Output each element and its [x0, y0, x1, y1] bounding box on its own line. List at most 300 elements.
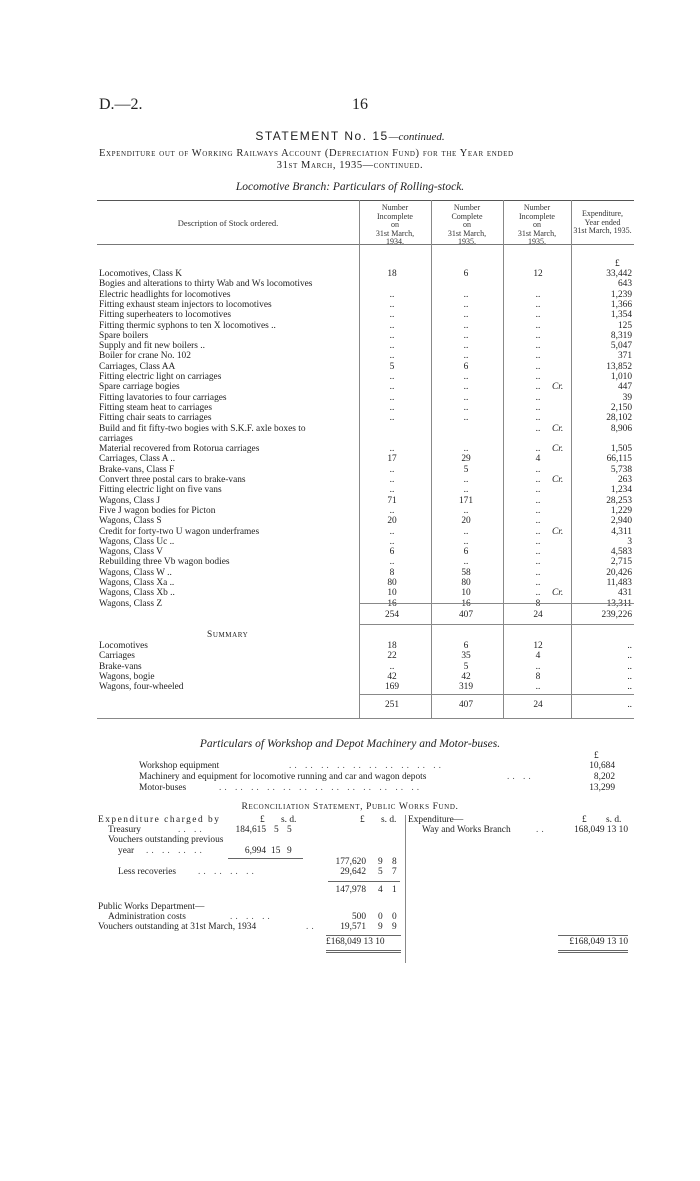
leader-dots: .. .. .. ..	[146, 846, 205, 856]
row-complete-1935: ..	[463, 557, 469, 568]
vouchers-1934-label: Vouchers outstanding at 31st March, 1934	[98, 922, 257, 932]
col-head-pound: £	[360, 815, 365, 825]
vouchers-pence: 9	[287, 846, 292, 856]
col-head-desc: Description of Stock ordered.	[177, 218, 279, 228]
row-incomplete-1935: ..	[535, 547, 541, 558]
row-incomplete-1935: 8	[535, 598, 541, 609]
summary-row	[97, 651, 634, 661]
col-head-c2	[431, 204, 503, 247]
col-head-c3-l3: on	[533, 220, 541, 229]
machinery-label: Motor-buses	[139, 783, 187, 793]
row-complete-1935: 80	[461, 578, 471, 588]
way-works-label: Way and Works Branch	[422, 825, 511, 835]
row-incomplete-1935: ..	[535, 330, 541, 341]
row-description: Carriages, Class AA	[99, 361, 176, 372]
row-complete-1935: 6	[463, 361, 469, 372]
table-row	[97, 424, 634, 434]
row-description: Fitting steam heat to carriages	[99, 402, 212, 413]
summary-incomplete-1934: ..	[389, 661, 395, 672]
row-complete-1935: ..	[463, 289, 469, 300]
treasury-label: Treasury	[108, 825, 141, 835]
col-head-c3-l5: 1935.	[528, 237, 546, 246]
row-incomplete-1935: ..	[535, 310, 541, 321]
left-total: £168,049 13 10	[326, 937, 385, 947]
machinery-row	[139, 783, 615, 794]
summary-expenditure: ..	[627, 661, 632, 672]
table-row	[97, 393, 634, 403]
admin-pounds: 500	[351, 912, 366, 922]
subtotal2-shillings: 4	[378, 885, 383, 895]
total-double-rule	[558, 950, 628, 951]
row-incomplete-1934: ..	[389, 341, 395, 352]
row-complete-1935: 10	[461, 588, 471, 599]
row-expenditure: 28,102	[606, 413, 632, 424]
leader-dots: .. ..	[507, 772, 534, 782]
row-description: Wagons, Class Xb ..	[99, 588, 175, 599]
row-incomplete-1935: ..	[535, 578, 541, 588]
row-incomplete-1934: ..	[389, 299, 395, 310]
row-complete-1935: ..	[463, 475, 469, 485]
row-credit-mark: Cr.	[552, 526, 564, 537]
summary-total-c1: 251	[384, 700, 400, 710]
row-expenditure: 1,229	[610, 505, 632, 516]
summary-incomplete-1934: 169	[384, 682, 400, 693]
row-description: Wagons, Class Xa ..	[99, 578, 175, 588]
row-incomplete-1934: ..	[389, 320, 395, 331]
col-head-c2-l2: Complete	[451, 211, 483, 221]
row-incomplete-1935: ..	[535, 464, 541, 475]
col-head-pound: £	[260, 815, 265, 825]
row-complete-1935: 58	[461, 567, 471, 578]
row-credit-mark: Cr.	[552, 444, 564, 455]
table-row	[97, 331, 634, 341]
treasury-shillings: 5	[274, 825, 279, 835]
row-incomplete-1934: 6	[389, 547, 395, 558]
right-total: £168,049 13 10	[569, 937, 628, 947]
row-expenditure: 20,426	[606, 567, 632, 578]
row-complete-1935: ..	[463, 402, 469, 413]
table-row	[97, 341, 634, 351]
row-expenditure: 1,354	[610, 310, 632, 321]
row-incomplete-1935: ..	[535, 372, 541, 382]
row-description: Fitting lavatories to four carriages	[99, 392, 227, 403]
table-row	[97, 269, 634, 279]
reconciliation-right	[408, 815, 628, 965]
reconciliation-title: Reconciliation Statement, Public Works Fund.	[241, 801, 459, 812]
col-head-sd: s. d.	[381, 815, 397, 825]
way-works-value: 168,049 13 10	[574, 825, 628, 835]
machinery-title: Particulars of Workshop and Depot Machinery and Motor-buses.	[199, 738, 501, 750]
row-description: Carriages, Class A ..	[99, 454, 176, 465]
vouchers-shillings: 15	[271, 846, 281, 856]
row-incomplete-1934: ..	[389, 505, 395, 516]
total-double-rule	[558, 952, 628, 953]
table-row	[97, 454, 634, 464]
summary-description: Brake-vans	[99, 661, 142, 672]
row-description: carriages	[99, 433, 133, 444]
row-incomplete-1934: 5	[389, 361, 395, 372]
row-complete-1935: ..	[463, 320, 469, 331]
row-incomplete-1935: ..	[535, 485, 541, 496]
row-incomplete-1935: ..	[535, 289, 541, 300]
row-complete-1935: 16	[461, 598, 471, 609]
row-description: Material recovered from Rotorua carriages	[99, 444, 260, 455]
col-head-pound: £	[582, 815, 587, 825]
treasury-pence: 5	[287, 825, 292, 835]
row-incomplete-1934: ..	[389, 289, 395, 300]
row-incomplete-1934: ..	[389, 536, 395, 547]
table-row	[97, 290, 634, 300]
row-description: Credit for forty-two U wagon underframes	[99, 526, 260, 537]
row-description: Bogies and alterations to thirty Wab and Ws locomotives	[99, 279, 313, 290]
table-row	[97, 547, 634, 557]
col-head-c1	[359, 204, 431, 247]
row-description: Fitting chair seats to carriages	[99, 413, 212, 424]
table-row	[97, 537, 634, 547]
summary-expenditure: ..	[627, 671, 632, 682]
row-description: Fitting electric light on five vans	[99, 485, 222, 496]
col-head-c1-l4: 31st March,	[375, 228, 415, 238]
summary-complete-1935: 42	[461, 671, 471, 682]
row-complete-1935: ..	[463, 310, 469, 321]
summary-description: Locomotives	[99, 641, 148, 651]
leader-dots: .. .. .. .. .. .. .. .. .. .. .. .. ..	[219, 783, 423, 793]
total-c2: 407	[458, 610, 474, 620]
row-expenditure: 5,738	[610, 464, 632, 475]
col-head-c4-l1: Expenditure,	[581, 209, 624, 218]
row-complete-1935: ..	[463, 299, 469, 310]
row-complete-1935: 171	[458, 495, 474, 506]
row-complete-1935: 29	[461, 454, 471, 465]
vouchers-label: Vouchers outstanding previous	[108, 835, 224, 845]
row-complete-1935: 6	[463, 269, 469, 279]
leader-dots: .. .. .. ..	[198, 867, 257, 877]
total-rule	[359, 624, 634, 625]
statement-title-text: STATEMENT No. 15	[255, 129, 389, 143]
totals-row	[97, 610, 634, 620]
row-incomplete-1934: ..	[389, 485, 395, 496]
row-description: Wagons, Class W ..	[99, 567, 172, 578]
table-row	[97, 444, 634, 454]
row-incomplete-1934: ..	[389, 557, 395, 568]
summary-incomplete-1934: 18	[387, 641, 397, 651]
col-head-c1-l3: on	[391, 220, 399, 229]
row-expenditure: 2,150	[610, 402, 632, 413]
row-incomplete-1935: 12	[533, 269, 543, 279]
row-incomplete-1935: ..	[535, 495, 541, 506]
row-credit-mark: Cr.	[552, 475, 564, 485]
row-incomplete-1934: 17	[387, 454, 397, 465]
row-incomplete-1935: ..	[535, 516, 541, 527]
machinery-row	[139, 772, 615, 783]
row-description: Rebuilding three Vb wagon bodies	[99, 557, 230, 568]
row-expenditure: 125	[617, 320, 632, 331]
row-expenditure: 8,906	[610, 423, 632, 434]
admin-pence: 0	[392, 912, 397, 922]
row-description: Spare carriage bogies	[99, 382, 180, 393]
document-code: D.—2.	[99, 96, 143, 113]
subtotal-rule	[228, 858, 303, 859]
table-top-rule	[97, 200, 634, 201]
row-incomplete-1935: ..	[535, 567, 541, 578]
page-number: 16	[352, 96, 368, 113]
summary-total-expenditure: ..	[627, 700, 632, 710]
total-double-rule	[326, 950, 401, 951]
total-c1: 254	[384, 610, 400, 620]
row-complete-1935: 5	[463, 464, 469, 475]
col-head-sd: s. d.	[606, 815, 622, 825]
row-expenditure: 4,583	[610, 547, 632, 558]
machinery-label: Machinery and equipment for locomotive running and car and wagon depots	[139, 772, 427, 782]
row-expenditure: 39	[622, 392, 632, 403]
summary-expenditure: ..	[627, 682, 632, 693]
row-incomplete-1934: ..	[389, 310, 395, 321]
machinery-pound: £	[594, 751, 599, 761]
row-expenditure: 1,010	[610, 372, 632, 382]
summary-total-c3: 24	[533, 700, 543, 710]
row-credit-mark: Cr.	[552, 423, 564, 434]
summary-row	[97, 682, 634, 692]
col-head-c3-l2: Incomplete	[519, 211, 555, 221]
table-row	[97, 300, 634, 310]
summary-incomplete-1935: ..	[535, 661, 541, 672]
reconciliation-divider	[405, 815, 406, 963]
summary-row	[97, 662, 634, 672]
row-incomplete-1935: ..	[535, 536, 541, 547]
table-row	[97, 279, 634, 289]
row-incomplete-1934: ..	[389, 351, 395, 362]
leader-dots: ..	[306, 922, 317, 932]
row-credit-mark: Cr.	[552, 588, 564, 599]
row-incomplete-1934: 71	[387, 495, 397, 506]
row-complete-1935: ..	[463, 372, 469, 382]
machinery-row	[139, 761, 615, 772]
row-expenditure: 13,852	[606, 361, 632, 372]
summary-expenditure: ..	[627, 641, 632, 651]
table-row	[97, 413, 634, 423]
less-pence: 7	[392, 867, 397, 877]
row-expenditure: 2,715	[610, 557, 632, 568]
row-incomplete-1934: 10	[387, 588, 397, 599]
summary-total-c2: 407	[458, 700, 474, 710]
row-incomplete-1935: ..	[535, 299, 541, 310]
reconciliation-left	[98, 815, 401, 965]
summary-description: Wagons, four-wheeled	[99, 682, 184, 693]
summary-incomplete-1935: ..	[535, 682, 541, 693]
row-description: Fitting superheaters to locomotives	[99, 310, 232, 321]
row-expenditure: 643	[617, 279, 632, 290]
less-shillings: 5	[378, 867, 383, 877]
table-row	[97, 588, 634, 598]
row-incomplete-1934: ..	[389, 330, 395, 341]
row-complete-1935: ..	[463, 382, 469, 393]
table-row	[97, 506, 634, 516]
pwd-label: Public Works Department—	[98, 902, 205, 912]
row-incomplete-1934: ..	[389, 464, 395, 475]
row-description: Locomotives, Class K	[99, 269, 183, 279]
table-row	[97, 475, 634, 485]
row-description: Wagons, Class Uc ..	[99, 536, 175, 547]
row-complete-1935: ..	[463, 330, 469, 341]
row-expenditure: 11,483	[606, 578, 632, 588]
summary-complete-1935: 6	[463, 641, 469, 651]
summary-row	[97, 641, 634, 651]
row-expenditure: 1,366	[610, 299, 632, 310]
total-expenditure: 239,226	[601, 610, 632, 620]
row-incomplete-1934: ..	[389, 382, 395, 393]
row-expenditure: 4,311	[611, 526, 632, 537]
vouchers-1934-pence: 9	[392, 922, 397, 932]
table-row	[97, 578, 634, 588]
row-incomplete-1935: ..	[535, 526, 541, 537]
row-incomplete-1934: 8	[389, 567, 395, 578]
row-complete-1935: ..	[463, 505, 469, 516]
row-incomplete-1935: ..	[535, 423, 541, 434]
row-complete-1935: ..	[463, 413, 469, 424]
row-description: Wagons, Class J	[99, 495, 160, 506]
col-head-c2-l5: 1935.	[458, 237, 476, 246]
vouchers-1934-shillings: 9	[378, 922, 383, 932]
row-incomplete-1934: ..	[389, 413, 395, 424]
row-description: Fitting exhaust steam injectors to locomotives	[99, 299, 272, 310]
vouchers-year-label: year	[118, 846, 135, 856]
row-description: Brake-vans, Class F	[99, 464, 175, 475]
section-title: Locomotive Branch: Particulars of Rolling-stock.	[235, 181, 465, 193]
summary-incomplete-1935: 8	[535, 671, 541, 682]
expenditure-label: Expenditure charged by	[98, 815, 221, 825]
row-incomplete-1934: ..	[389, 392, 395, 403]
row-incomplete-1935: ..	[535, 413, 541, 424]
vouchers-pounds: 6,994	[244, 846, 266, 856]
row-description: Five J wagon bodies for Picton	[99, 505, 216, 516]
row-incomplete-1935: ..	[535, 557, 541, 568]
row-complete-1935: ..	[463, 526, 469, 537]
row-complete-1935: ..	[463, 341, 469, 352]
table-row	[97, 527, 634, 537]
less-recoveries-label: Less recoveries	[118, 867, 177, 877]
machinery-label: Workshop equipment	[139, 761, 220, 771]
summary-totals-row	[97, 700, 634, 710]
row-expenditure: 431	[617, 588, 632, 599]
row-incomplete-1935: ..	[535, 444, 541, 455]
rolling-stock-table	[97, 200, 634, 720]
summary-total-rule	[359, 694, 634, 695]
row-incomplete-1934: ..	[389, 372, 395, 382]
table-row	[97, 568, 634, 578]
subtotal1-pounds: 177,620	[335, 857, 366, 867]
less-pounds: 29,642	[340, 867, 366, 877]
col-head-c2-l4: 31st March,	[447, 228, 487, 238]
summary-complete-1935: 35	[461, 651, 471, 662]
summary-complete-1935: 5	[463, 661, 469, 672]
row-expenditure: 1,239	[610, 289, 632, 300]
table-row	[97, 372, 634, 382]
row-incomplete-1935: ..	[535, 341, 541, 352]
vouchers-1934-pounds: 19,571	[340, 922, 366, 932]
row-incomplete-1934: 20	[387, 516, 397, 527]
leader-dots: .. .. ..	[230, 912, 273, 922]
summary-description: Carriages	[99, 651, 135, 662]
subtotal1-shillings: 9	[378, 857, 383, 867]
summary-description: Wagons, bogie	[99, 671, 155, 682]
row-description: Spare boilers	[99, 330, 149, 341]
row-incomplete-1934: 80	[387, 578, 397, 588]
col-head-c3-l1: Number	[523, 203, 551, 212]
summary-expenditure: ..	[627, 651, 632, 662]
row-incomplete-1935: ..	[535, 402, 541, 413]
leader-dots: .. ..	[178, 825, 205, 835]
row-description: Wagons, Class S	[99, 516, 162, 527]
col-head-c4-l2: Year ended	[584, 217, 621, 227]
row-incomplete-1935: 4	[535, 454, 541, 465]
summary-title: Summary	[207, 630, 249, 640]
row-incomplete-1935: ..	[535, 505, 541, 516]
row-incomplete-1935: ..	[535, 361, 541, 372]
col-head-c1-l5: 1934.	[386, 237, 404, 246]
row-complete-1935: 20	[461, 516, 471, 527]
row-description: Wagons, Class V	[99, 547, 163, 558]
row-description: Build and fit fifty-two bogies with S.K.F. axle boxes to	[99, 423, 306, 434]
row-expenditure: 1,234	[610, 485, 632, 496]
leader-dots: ..	[536, 825, 547, 835]
table-row	[97, 434, 634, 444]
treasury-pounds: 184,615	[235, 825, 266, 835]
row-incomplete-1934: ..	[389, 475, 395, 485]
table-row	[97, 310, 634, 320]
row-description: Boiler for crane No. 102	[99, 351, 191, 362]
row-expenditure: 13,311	[606, 598, 632, 609]
row-description: Convert three postal cars to brake-vans	[99, 475, 246, 485]
row-complete-1935: 6	[463, 547, 469, 558]
row-incomplete-1935: ..	[535, 351, 541, 362]
machinery-value: 8,202	[593, 772, 615, 782]
table-row	[97, 321, 634, 331]
table-row	[97, 403, 634, 413]
table-row	[97, 362, 634, 372]
total-double-rule	[326, 952, 401, 953]
row-incomplete-1934: 18	[387, 269, 397, 279]
total-rule	[558, 935, 628, 936]
row-complete-1935: ..	[463, 351, 469, 362]
summary-complete-1935: 319	[458, 682, 474, 693]
row-expenditure: 2,940	[610, 516, 632, 527]
row-expenditure: 447	[617, 382, 632, 393]
table-row	[97, 485, 634, 495]
col-head-c4	[571, 210, 634, 236]
row-incomplete-1934: 16	[387, 598, 397, 609]
table-row	[97, 557, 634, 567]
admin-shillings: 0	[378, 912, 383, 922]
summary-incomplete-1934: 22	[387, 651, 397, 662]
total-rule	[326, 935, 401, 936]
col-head-c2-l3: on	[463, 220, 471, 229]
row-incomplete-1935: ..	[535, 320, 541, 331]
row-description: Electric headlights for locomotives	[99, 289, 231, 300]
total-rule	[359, 603, 634, 604]
row-description: Fitting thermic syphons to ten X locomotives ..	[99, 320, 276, 331]
col-head-sd: s. d.	[281, 815, 297, 825]
table-bottom-rule	[97, 718, 634, 719]
col-head-c4-l3: 31st March, 1935.	[573, 226, 632, 235]
row-description: Fitting electric light on carriages	[99, 372, 222, 382]
subtotal1-pence: 8	[392, 857, 397, 867]
table-row	[97, 351, 634, 361]
row-incomplete-1934: ..	[389, 526, 395, 537]
row-expenditure: 263	[617, 475, 632, 485]
statement-continued: —continued.	[388, 131, 445, 143]
col-head-c3	[503, 204, 571, 247]
row-expenditure: 33,442	[606, 269, 632, 279]
